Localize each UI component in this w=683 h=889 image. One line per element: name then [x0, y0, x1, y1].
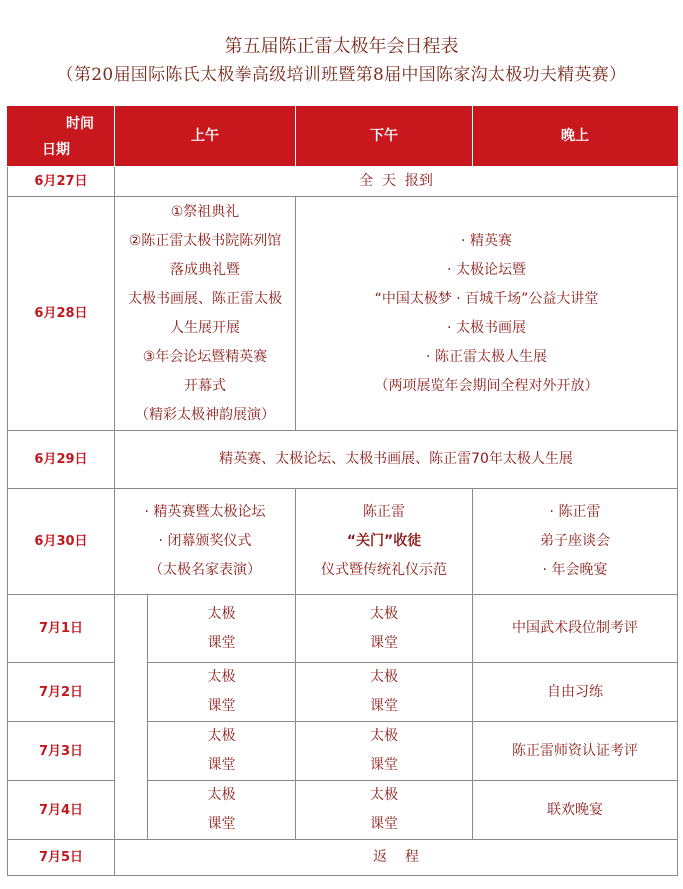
morning-line: 课堂 — [207, 634, 236, 651]
morning-line: ②陈正雷太极书院陈列馆 — [128, 232, 282, 249]
morning-cell — [115, 197, 296, 431]
header-row — [8, 107, 678, 167]
table-row — [8, 663, 678, 722]
afternoon-line: · 精英赛 — [461, 232, 512, 249]
table-row — [8, 431, 678, 489]
afternoon-line: 课堂 — [370, 634, 398, 651]
header-evening: 晚上 — [473, 107, 678, 167]
afternoon-line: 课堂 — [370, 816, 398, 832]
morning-line: 落成典礼暨 — [170, 261, 240, 278]
afternoon-evening-cell — [296, 197, 678, 431]
morning-line: 课堂 — [207, 816, 236, 832]
evening-cell: 中国武术段位制考评 — [473, 595, 678, 663]
morning-line: （太极名家表演） — [149, 562, 261, 578]
afternoon-line: 太极 — [370, 669, 398, 685]
afternoon-line: “中国太极梦 · 百城千场”公益大讲堂 — [374, 290, 599, 307]
afternoon-line: 太极 — [370, 728, 398, 744]
afternoon-cell — [296, 663, 473, 722]
table-row — [8, 197, 678, 431]
afternoon-line: 课堂 — [370, 757, 398, 773]
table-row — [8, 722, 678, 781]
date-cell: 7月5日 — [8, 840, 115, 876]
date-cell: 6月29日 — [8, 431, 115, 489]
date-cell: 7月4日 — [8, 781, 115, 840]
evening-cell — [473, 489, 678, 595]
afternoon-line: 太极 — [370, 787, 398, 803]
header-morning: 上午 — [115, 107, 296, 167]
all-day-cell: 全 天 报到 — [115, 167, 678, 197]
date-cell: 7月1日 — [8, 595, 115, 663]
afternoon-cell — [296, 595, 473, 663]
morning-line: 课堂 — [207, 757, 236, 773]
all-day-cell: 返 程 — [115, 840, 678, 876]
morning-cell — [148, 595, 296, 663]
afternoon-cell — [296, 781, 473, 840]
morning-line: （精彩太极神韵展演） — [135, 406, 275, 423]
evening-cell: 陈正雷师资认证考评 — [473, 722, 678, 781]
morning-line: 人生展开展 — [170, 319, 240, 336]
header-time-label: 时间 — [66, 115, 94, 132]
header-afternoon: 下午 — [296, 107, 473, 167]
date-cell: 6月27日 — [8, 167, 115, 197]
afternoon-line: · 陈正雷太极人生展 — [426, 348, 547, 365]
morning-line: · 闭幕颁奖仪式 — [158, 533, 252, 549]
header-time-date — [8, 107, 115, 167]
date-cell: 7月2日 — [8, 663, 115, 722]
morning-line: ①祭祖典礼 — [170, 203, 240, 220]
morning-line: 课堂 — [207, 698, 236, 714]
morning-cell — [148, 663, 296, 722]
table-row — [8, 489, 678, 595]
evening-line: · 年会晚宴 — [542, 562, 608, 578]
morning-cell — [148, 722, 296, 781]
date-cell: 7月3日 — [8, 722, 115, 781]
page-subtitle: （第20届国际陈氏太极拳高级培训班暨第8届中国陈家沟太极功夫精英赛） — [56, 65, 627, 85]
afternoon-line: 课堂 — [370, 698, 398, 714]
afternoon-line: 仪式暨传统礼仪示范 — [321, 562, 447, 578]
afternoon-cell — [296, 722, 473, 781]
morning-line: 太极书画展、陈正雷太极 — [128, 290, 282, 307]
evening-cell: 自由习练 — [473, 663, 678, 722]
schedule-table — [7, 106, 678, 876]
table-row — [8, 781, 678, 840]
dawn-practice-cell — [115, 595, 148, 840]
morning-line: 太极 — [207, 605, 236, 622]
morning-cell — [115, 489, 296, 595]
afternoon-line: · 太极书画展 — [447, 319, 526, 336]
date-cell: 6月28日 — [8, 197, 115, 431]
afternoon-cell — [296, 489, 473, 595]
evening-line: 弟子座谈会 — [540, 533, 610, 549]
table-row — [8, 595, 678, 663]
afternoon-line: “关门”收徒 — [346, 533, 422, 549]
afternoon-line: 陈正雷 — [363, 504, 405, 520]
evening-cell: 联欢晚宴 — [473, 781, 678, 840]
evening-line: · 陈正雷 — [549, 504, 601, 520]
page-title: 第五届陈正雷太极年会日程表 — [224, 36, 459, 57]
table-row — [8, 840, 678, 876]
afternoon-line: 太极 — [370, 605, 398, 622]
header-date-label: 日期 — [42, 141, 70, 158]
morning-cell — [148, 781, 296, 840]
morning-line: 太极 — [207, 787, 236, 803]
table-row — [8, 167, 678, 197]
afternoon-line: （两项展览年会期间全程对外开放） — [374, 377, 599, 394]
morning-line: · 精英赛暨太极论坛 — [144, 504, 266, 520]
morning-line: 太极 — [207, 669, 236, 685]
all-day-cell: 精英赛、太极论坛、太极书画展、陈正雷70年太极人生展 — [115, 431, 678, 489]
date-cell: 6月30日 — [8, 489, 115, 595]
afternoon-line: · 太极论坛暨 — [447, 261, 526, 278]
morning-line: 太极 — [207, 728, 236, 744]
morning-line: 开幕式 — [184, 377, 226, 394]
morning-line: ③年会论坛暨精英赛 — [142, 348, 268, 365]
